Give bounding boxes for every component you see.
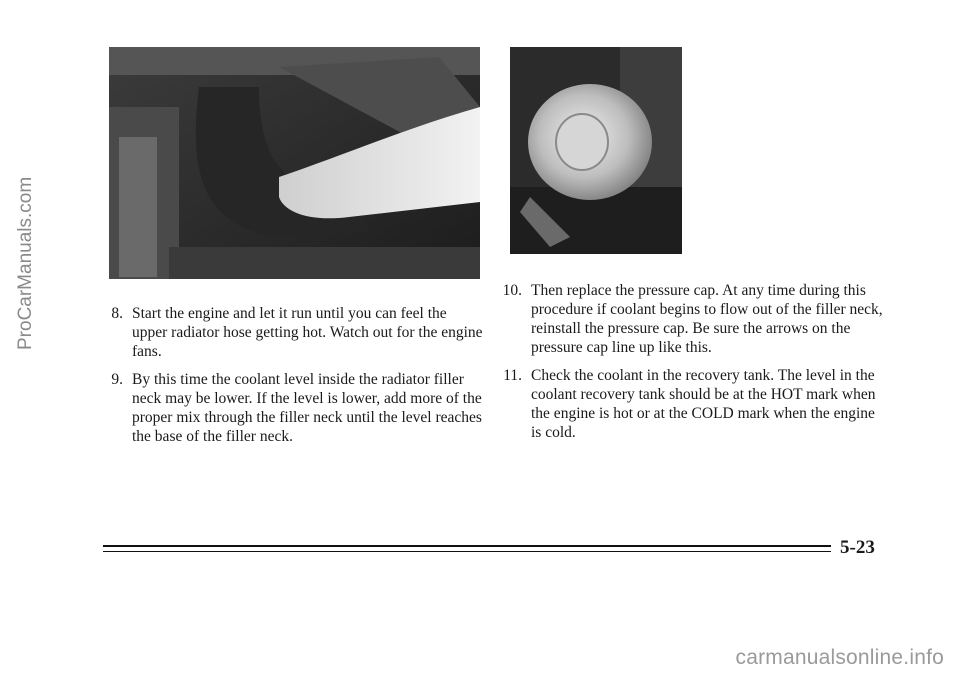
step-8	[95, 304, 485, 361]
page-number: 5-23	[840, 537, 875, 558]
instructions-right-column	[494, 281, 886, 451]
step-10	[494, 281, 886, 357]
step-number: 9.	[111, 371, 123, 388]
step-text: By this time the coolant level inside the radiator filler neck may be lower. If the level is lower, add more of the proper mix through the filler neck until the level reaches the base of the filler neck.	[132, 371, 482, 445]
side-watermark: ProCarManuals.com	[15, 176, 36, 350]
footer-rule-thin	[103, 551, 831, 552]
step-number: 11.	[503, 367, 522, 384]
step-number: 8.	[111, 305, 123, 322]
step-text: Check the coolant in the recovery tank. The level in the coolant recovery tank should be at the HOT mark when the engine is hot or at the COLD mark when the engine is cold.	[531, 367, 876, 441]
step-text: Start the engine and let it run until you can feel the upper radiator hose getting hot. Watch out for the engine fans.	[132, 305, 483, 360]
instructions-left-column	[95, 304, 485, 455]
step-number: 10.	[502, 282, 522, 299]
step-9	[95, 370, 485, 446]
step-text: Then replace the pressure cap. At any time during this procedure if coolant begins to flow out of the filler neck, reinstall the pressure cap. Be sure the arrows on the pressure cap line up like this.	[531, 282, 883, 356]
pressure-cap-photo	[510, 47, 682, 254]
step-11	[494, 366, 886, 442]
radiator-hose-photo	[109, 47, 480, 279]
bottom-watermark: carmanualsonline.info	[735, 646, 944, 669]
footer-rule	[103, 545, 831, 547]
